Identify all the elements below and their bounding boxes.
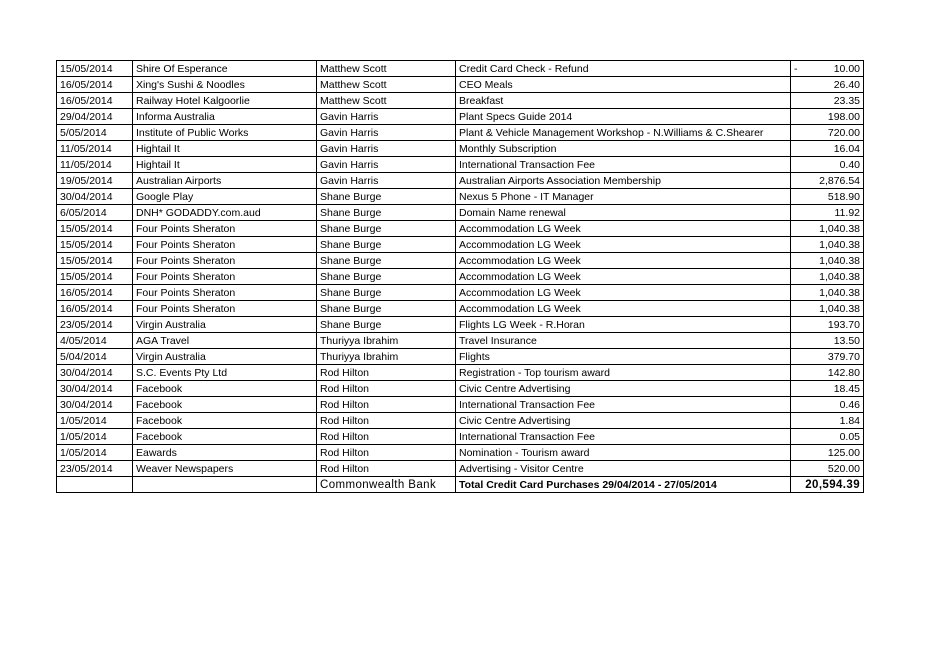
amount-cell xyxy=(791,237,864,253)
cardholder-cell: Shane Burge xyxy=(317,205,456,221)
amount-cell xyxy=(791,221,864,237)
merchant-cell: Four Points Sheraton xyxy=(133,301,317,317)
amount-cell xyxy=(791,125,864,141)
amount-cell xyxy=(791,93,864,109)
date-cell: 1/05/2014 xyxy=(57,429,133,445)
amount-cell xyxy=(791,445,864,461)
cardholder-cell: Shane Burge xyxy=(317,221,456,237)
description-cell: Civic Centre Advertising xyxy=(456,413,791,429)
merchant-cell: Virgin Australia xyxy=(133,349,317,365)
date-cell: 16/05/2014 xyxy=(57,77,133,93)
description-cell: Nexus 5 Phone - IT Manager xyxy=(456,189,791,205)
table-row xyxy=(57,285,864,301)
description-cell: Domain Name renewal xyxy=(456,205,791,221)
date-cell: 15/05/2014 xyxy=(57,61,133,77)
cardholder-cell: Thuriyya Ibrahim xyxy=(317,349,456,365)
date-cell: 15/05/2014 xyxy=(57,221,133,237)
amount-value: 520.00 xyxy=(827,462,860,475)
description-cell: Advertising - Visitor Centre xyxy=(456,461,791,477)
cardholder-cell: Matthew Scott xyxy=(317,93,456,109)
table-row xyxy=(57,269,864,285)
amount-value: 193.70 xyxy=(827,318,860,331)
table-row xyxy=(57,397,864,413)
amount-value: 1,040.38 xyxy=(819,254,860,267)
merchant-cell: Facebook xyxy=(133,429,317,445)
cardholder-cell: Gavin Harris xyxy=(317,173,456,189)
table-row xyxy=(57,77,864,93)
cardholder-cell: Shane Burge xyxy=(317,253,456,269)
table-row xyxy=(57,317,864,333)
table-row xyxy=(57,253,864,269)
description-cell: Accommodation LG Week xyxy=(456,253,791,269)
merchant-cell: Institute of Public Works xyxy=(133,125,317,141)
amount-value: 23.35 xyxy=(833,94,860,107)
merchant-cell: Four Points Sheraton xyxy=(133,221,317,237)
merchant-cell: Eawards xyxy=(133,445,317,461)
amount-cell xyxy=(791,397,864,413)
amount-value: 10.00 xyxy=(833,62,860,75)
credit-card-transactions-table xyxy=(56,60,864,493)
date-cell: 1/05/2014 xyxy=(57,445,133,461)
table-row xyxy=(57,125,864,141)
description-cell: Plant & Vehicle Management Workshop - N.Williams & C.Shearer xyxy=(456,125,791,141)
description-cell: Breakfast xyxy=(456,93,791,109)
description-cell: Travel Insurance xyxy=(456,333,791,349)
cardholder-cell: Shane Burge xyxy=(317,237,456,253)
table-row xyxy=(57,349,864,365)
cardholder-cell: Gavin Harris xyxy=(317,125,456,141)
description-cell: Accommodation LG Week xyxy=(456,301,791,317)
table-row xyxy=(57,301,864,317)
merchant-cell: AGA Travel xyxy=(133,333,317,349)
amount-value: 198.00 xyxy=(827,110,860,123)
description-cell: International Transaction Fee xyxy=(456,157,791,173)
table-row xyxy=(57,205,864,221)
cardholder-cell: Rod Hilton xyxy=(317,429,456,445)
table-row xyxy=(57,381,864,397)
cardholder-cell: Rod Hilton xyxy=(317,413,456,429)
merchant-cell: DNH* GODADDY.com.aud xyxy=(133,205,317,221)
cardholder-cell: Rod Hilton xyxy=(317,381,456,397)
amount-value: 1,040.38 xyxy=(819,238,860,251)
cardholder-cell: Shane Burge xyxy=(317,301,456,317)
merchant-cell: Four Points Sheraton xyxy=(133,237,317,253)
amount-cell xyxy=(791,205,864,221)
description-cell: Credit Card Check - Refund xyxy=(456,61,791,77)
description-cell: Registration - Top tourism award xyxy=(456,365,791,381)
amount-value: 18.45 xyxy=(833,382,860,395)
total-label-cell: Total Credit Card Purchases 29/04/2014 - 27/05/2014 xyxy=(456,477,791,493)
transactions-body xyxy=(57,61,864,493)
date-cell: 16/05/2014 xyxy=(57,285,133,301)
description-cell: Accommodation LG Week xyxy=(456,237,791,253)
amount-cell xyxy=(791,189,864,205)
merchant-cell: Facebook xyxy=(133,413,317,429)
amount-value: 0.05 xyxy=(839,430,860,443)
description-cell: Flights xyxy=(456,349,791,365)
merchant-cell: Facebook xyxy=(133,381,317,397)
amount-cell xyxy=(791,413,864,429)
amount-cell xyxy=(791,429,864,445)
date-cell: 23/05/2014 xyxy=(57,461,133,477)
amount-cell xyxy=(791,77,864,93)
negative-sign: - xyxy=(794,62,798,75)
date-cell: 15/05/2014 xyxy=(57,253,133,269)
amount-cell xyxy=(791,253,864,269)
description-cell: Australian Airports Association Membership xyxy=(456,173,791,189)
table-row xyxy=(57,413,864,429)
merchant-cell: Hightail It xyxy=(133,157,317,173)
date-cell: 11/05/2014 xyxy=(57,157,133,173)
cardholder-cell: Rod Hilton xyxy=(317,365,456,381)
cardholder-cell: Shane Burge xyxy=(317,285,456,301)
merchant-cell: Virgin Australia xyxy=(133,317,317,333)
table-row xyxy=(57,61,864,77)
merchant-cell: Railway Hotel Kalgoorlie xyxy=(133,93,317,109)
total-bank-cell: Commonwealth Bank xyxy=(317,477,456,493)
cardholder-cell: Gavin Harris xyxy=(317,141,456,157)
cardholder-cell: Shane Burge xyxy=(317,317,456,333)
amount-cell xyxy=(791,61,864,77)
table-row xyxy=(57,93,864,109)
description-cell: Flights LG Week - R.Horan xyxy=(456,317,791,333)
amount-cell xyxy=(791,301,864,317)
merchant-cell: Xing's Sushi & Noodles xyxy=(133,77,317,93)
merchant-cell: Google Play xyxy=(133,189,317,205)
amount-cell xyxy=(791,461,864,477)
table-row xyxy=(57,221,864,237)
cardholder-cell: Shane Burge xyxy=(317,189,456,205)
amount-cell xyxy=(791,365,864,381)
description-cell: Accommodation LG Week xyxy=(456,285,791,301)
amount-value: 125.00 xyxy=(827,446,860,459)
amount-cell xyxy=(791,317,864,333)
date-cell: 30/04/2014 xyxy=(57,365,133,381)
date-cell: 23/05/2014 xyxy=(57,317,133,333)
date-cell: 16/05/2014 xyxy=(57,93,133,109)
amount-value: 0.40 xyxy=(839,158,860,171)
table-row xyxy=(57,429,864,445)
cardholder-cell: Rod Hilton xyxy=(317,397,456,413)
date-cell: 15/05/2014 xyxy=(57,269,133,285)
amount-value: 1,040.38 xyxy=(819,222,860,235)
amount-cell xyxy=(791,381,864,397)
amount-value: 1,040.38 xyxy=(819,270,860,283)
date-cell: 30/04/2014 xyxy=(57,397,133,413)
description-cell: International Transaction Fee xyxy=(456,397,791,413)
amount-value: 142.80 xyxy=(827,366,860,379)
merchant-cell: Facebook xyxy=(133,397,317,413)
description-cell: International Transaction Fee xyxy=(456,429,791,445)
date-cell: 29/04/2014 xyxy=(57,109,133,125)
description-cell: Accommodation LG Week xyxy=(456,269,791,285)
date-cell: 5/05/2014 xyxy=(57,125,133,141)
merchant-cell: Hightail It xyxy=(133,141,317,157)
total-row xyxy=(57,477,864,493)
amount-cell xyxy=(791,349,864,365)
amount-cell xyxy=(791,157,864,173)
description-cell: Nomination - Tourism award xyxy=(456,445,791,461)
cardholder-cell: Rod Hilton xyxy=(317,445,456,461)
date-cell: 30/04/2014 xyxy=(57,381,133,397)
description-cell: Monthly Subscription xyxy=(456,141,791,157)
merchant-cell: Australian Airports xyxy=(133,173,317,189)
date-cell: 5/04/2014 xyxy=(57,349,133,365)
merchant-cell: Shire Of Esperance xyxy=(133,61,317,77)
table-row xyxy=(57,333,864,349)
merchant-cell: Four Points Sheraton xyxy=(133,269,317,285)
amount-value: 16.04 xyxy=(833,142,860,155)
total-merchant-cell xyxy=(133,477,317,493)
amount-value: 720.00 xyxy=(827,126,860,139)
cardholder-cell: Gavin Harris xyxy=(317,157,456,173)
amount-value: 26.40 xyxy=(833,78,860,91)
description-cell: CEO Meals xyxy=(456,77,791,93)
table-row xyxy=(57,365,864,381)
description-cell: Plant Specs Guide 2014 xyxy=(456,109,791,125)
amount-value: 1.84 xyxy=(839,414,860,427)
total-amount-cell: 20,594.39 xyxy=(791,477,864,493)
amount-value: 1,040.38 xyxy=(819,286,860,299)
description-cell: Civic Centre Advertising xyxy=(456,381,791,397)
amount-value: 2,876.54 xyxy=(819,174,860,187)
cardholder-cell: Shane Burge xyxy=(317,269,456,285)
amount-cell xyxy=(791,269,864,285)
description-cell: Accommodation LG Week xyxy=(456,221,791,237)
amount-value: 11.92 xyxy=(834,206,860,219)
merchant-cell: Informa Australia xyxy=(133,109,317,125)
table-row xyxy=(57,157,864,173)
date-cell: 16/05/2014 xyxy=(57,301,133,317)
amount-value: 1,040.38 xyxy=(819,302,860,315)
amount-value: 379.70 xyxy=(827,350,860,363)
cardholder-cell: Thuriyya Ibrahim xyxy=(317,333,456,349)
table-row xyxy=(57,461,864,477)
table-row xyxy=(57,141,864,157)
date-cell: 11/05/2014 xyxy=(57,141,133,157)
cardholder-cell: Matthew Scott xyxy=(317,61,456,77)
date-cell: 15/05/2014 xyxy=(57,237,133,253)
cardholder-cell: Rod Hilton xyxy=(317,461,456,477)
date-cell: 1/05/2014 xyxy=(57,413,133,429)
amount-value: 13.50 xyxy=(833,334,860,347)
merchant-cell: Weaver Newspapers xyxy=(133,461,317,477)
date-cell: 4/05/2014 xyxy=(57,333,133,349)
table-row xyxy=(57,109,864,125)
date-cell: 19/05/2014 xyxy=(57,173,133,189)
amount-value: 518.90 xyxy=(827,190,860,203)
amount-cell xyxy=(791,109,864,125)
table-row xyxy=(57,173,864,189)
amount-cell xyxy=(791,141,864,157)
merchant-cell: Four Points Sheraton xyxy=(133,285,317,301)
amount-value: 0.46 xyxy=(839,398,860,411)
cardholder-cell: Matthew Scott xyxy=(317,77,456,93)
total-date-cell xyxy=(57,477,133,493)
amount-cell xyxy=(791,285,864,301)
amount-cell xyxy=(791,173,864,189)
table-row xyxy=(57,189,864,205)
merchant-cell: Four Points Sheraton xyxy=(133,253,317,269)
table-row xyxy=(57,445,864,461)
cardholder-cell: Gavin Harris xyxy=(317,109,456,125)
date-cell: 6/05/2014 xyxy=(57,205,133,221)
date-cell: 30/04/2014 xyxy=(57,189,133,205)
merchant-cell: S.C. Events Pty Ltd xyxy=(133,365,317,381)
table-row xyxy=(57,237,864,253)
amount-cell xyxy=(791,333,864,349)
